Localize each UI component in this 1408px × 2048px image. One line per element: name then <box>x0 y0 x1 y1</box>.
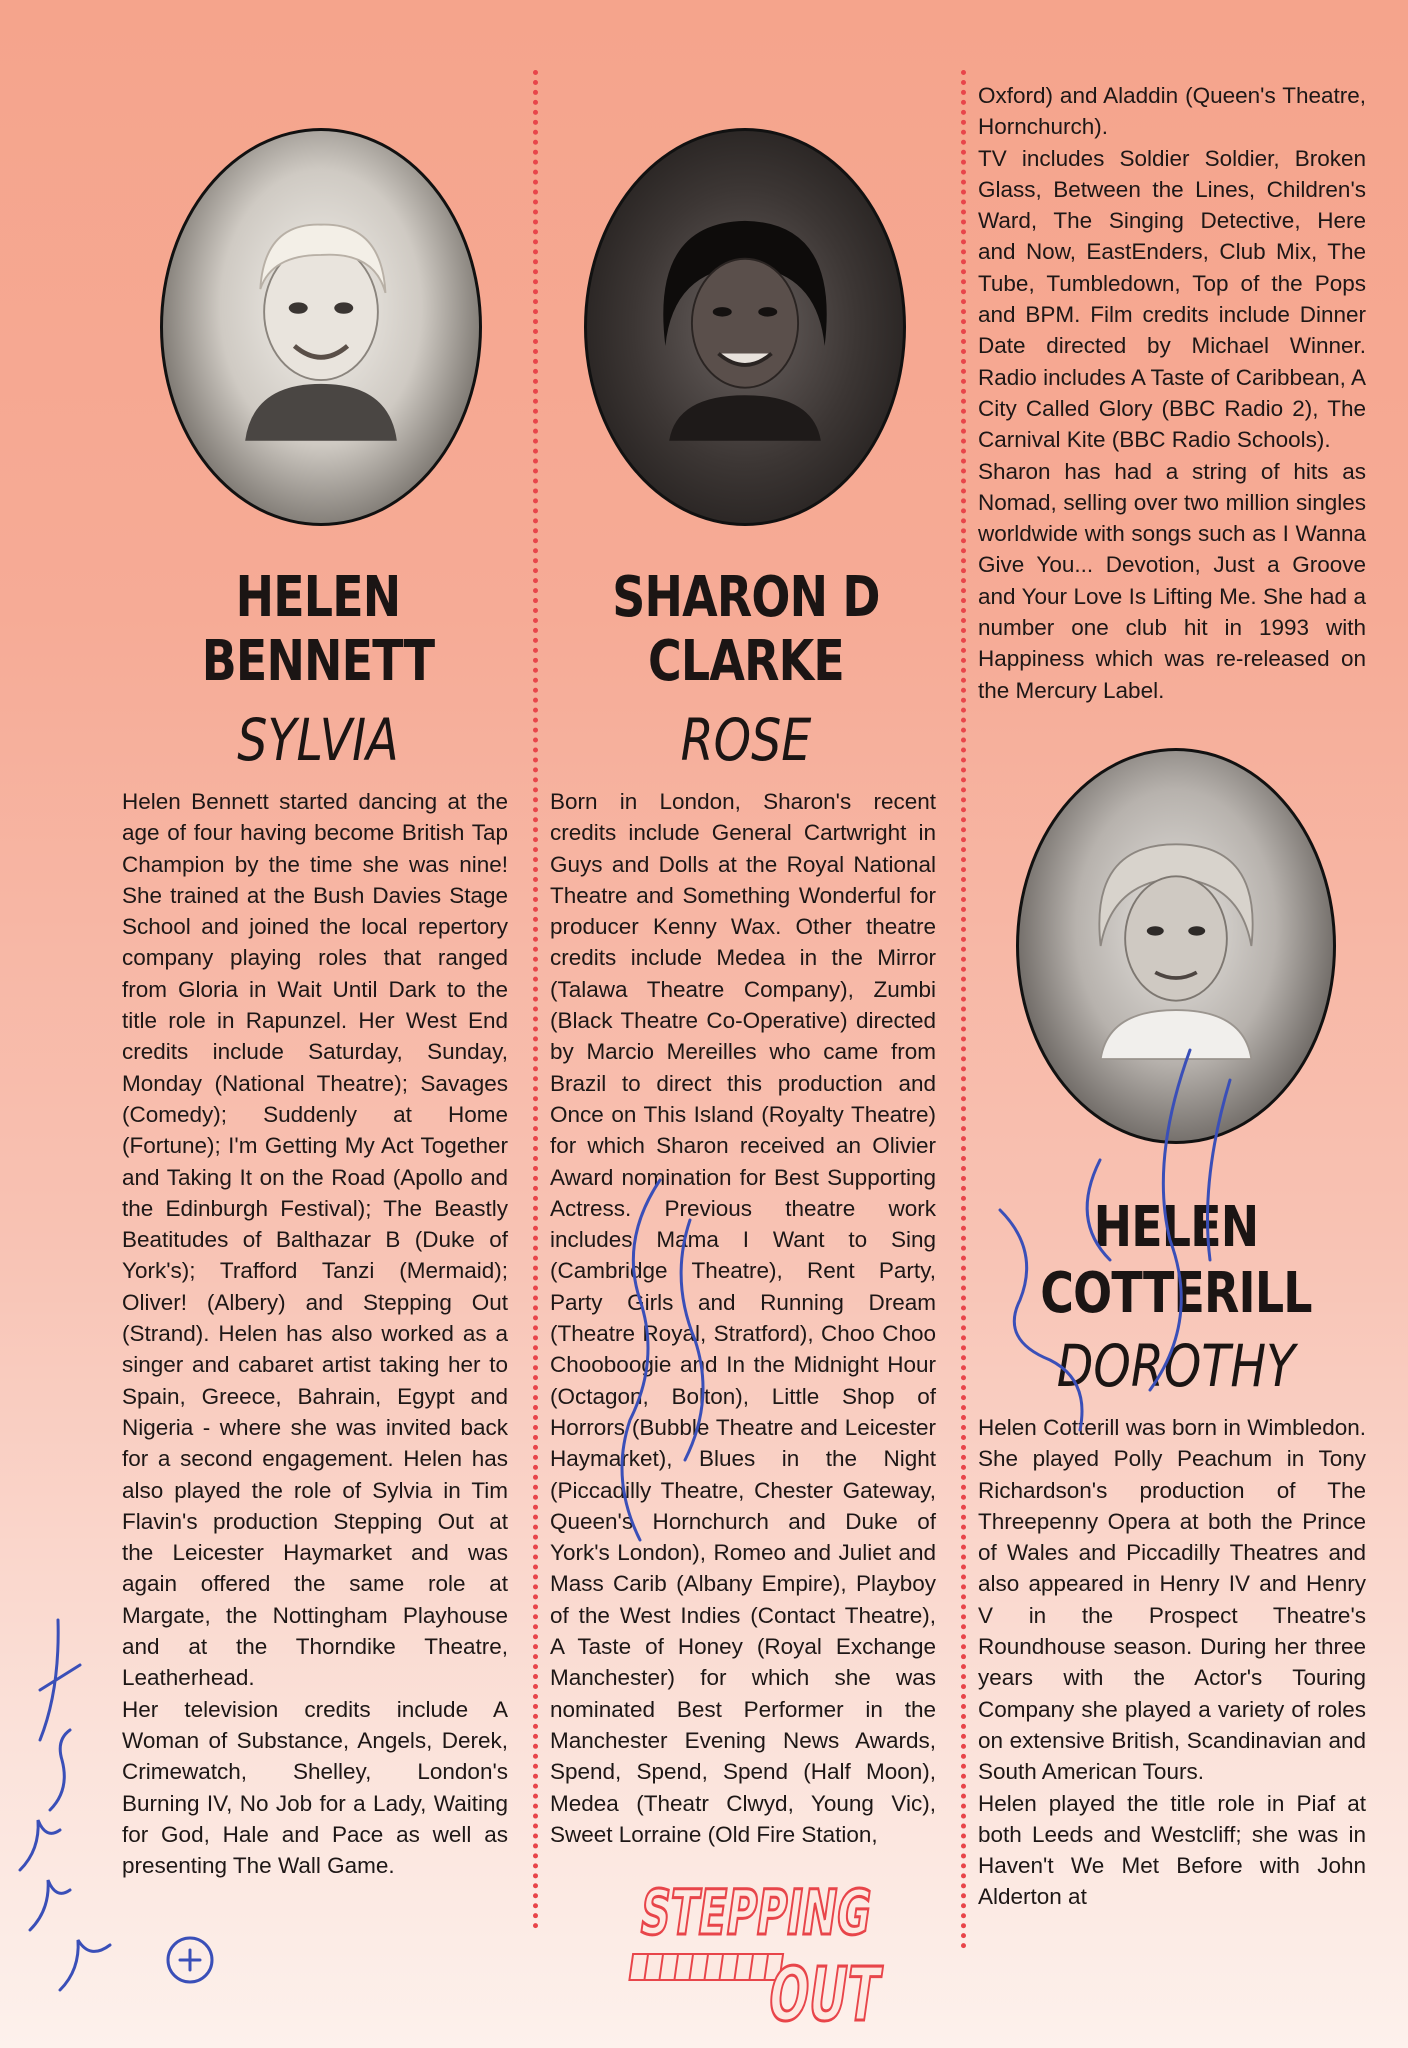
bio-paragraph: Born in London, Sharon's recent credits include General Cartwright in Guys and Dolls at the Royal National Theatre and Something Wonderful for producer Kenny Wax. Other theatre credits include Medea in the Mirror (Talawa Theatre Company), Zumbi (Black Theatre Co-Operative) directed by Marcio Mereilles who came from Brazil to direct this production and Once on This Island (Royalty Theatre) for which Sharon received an Olivier Award nomination for Best Supporting Actress. Previous theatre work includes Mama I Want to Sing (Cambridge Theatre), Rent Party, Party Girls and Running Dream (Theatre Royal, Stratford), Choo Choo Chooboogie and In the Midnight Hour (Octagon, Bolton), Little Shop of Horrors (Bubble Theatre and Leicester Haymarket), Blues in the Night (Piccadilly Theatre, Chester Gateway, Queen's Hornchurch and Duke of York's London), Romeo and Juliet and Mass Carib (Albany Empire), Playboy of the West Indies (Contact Theatre), A Taste of Honey (Royal Exchange Manchester) for which she was nominated Best Performer in the Manchester Evening News Awards, Spend, Spend, Spend (Half Moon), Medea (Theatr Clwyd, Young Vic), Sweet Lorraine (Old Fire Station, <box>550 789 936 1847</box>
bio-helen-bennett <box>122 786 508 1881</box>
actor-name-bennett-first: HELEN <box>235 565 401 630</box>
person-silhouette-icon <box>226 190 416 464</box>
bio-paragraph: TV includes Soldier Soldier, Broken Glass, Between the Lines, Children's Ward, The Singing Detective, Here and Now, EastEnders, Club Mix, The Tube, Tumbledown, Top of the Pops and BPM. Film credits include Dinner Date directed by Michael Winner. Radio includes A Taste of Caribbean, A City Called Glory (BBC Radio 2), The Carnival Kite (BBC Radio Schools). <box>978 145 1366 453</box>
bio-paragraph: Oxford) and Aladdin (Queen's Theatre, Hornchurch). <box>978 83 1366 140</box>
column-divider-right <box>961 70 966 1950</box>
portrait-helen-cotterill <box>1016 748 1336 1144</box>
bio-paragraph: Sharon has had a string of hits as Nomad, selling over two million singles worldwide with songs such as I Wanna Give You... Devotion, Just a Groove and Your Love Is Lifting Me. She had a number one club hit in 1993 with Happiness which was re-released on the Mercury Label. <box>978 458 1366 703</box>
bio-paragraph: Her television credits include A Woman of Substance, Angels, Derek, Crimewatch, Shelley, London's Burning IV, No Job for a Lady, Waiting for God, Hale and Pace as well as presenting The Wall Game. <box>122 1696 508 1879</box>
bio-paragraph: Helen Cotterill was born in Wimbledon. She played Polly Peachum in Tony Richardson's production of The Threepenny Opera at both the Prince of Wales and Piccadilly Theatres and also appeared in Henry IV and Henry V in the Prospect Theatre's Roundhouse season. During her three years with the Actor's Touring Company she played a variety of roles on extensive British, Scandinavian and South American Tours. <box>978 1415 1366 1785</box>
bio-paragraph: Helen Bennett started dancing at the age of four having become British Tap Champion by the time she was nine! She trained at the Bush Davies Stage School and joined the local repertory company playing roles that ranged from Gloria in Wait Until Dark to the title role in Rapunzel. Her West End credits include Saturday, Sunday, Monday (National Theatre); Savages (Comedy); Suddenly at Home (Fortune); I'm Getting My Act Together and Taking It on the Road (Apollo and the Edinburgh Festival); The Beastly Beatitudes of Balthazar B (Duke of York's); Trafford Tanzi (Mermaid); Oliver! (Albery) and Stepping Out (Strand). Helen has also worked as a singer and cabaret artist taking her to Spain, Greece, Bahrain, Egypt and Nigeria - where she was invited back for a second engagement. Helen has also played the role of Sylvia in Tim Flavin's production Stepping Out at the Leicester Haymarket and was again offered the same role at Margate, the Nottingham Playhouse and at the Thorndike Theatre, Leatherhead. <box>122 789 508 1691</box>
portrait-sharon-d-clarke <box>584 128 906 526</box>
actor-role-rose: ROSE <box>680 706 812 774</box>
actor-name-bennett-last: BENNETT <box>201 629 435 694</box>
bio-sharon-d-clarke <box>550 786 936 1850</box>
person-silhouette-icon <box>650 190 840 464</box>
person-silhouette-icon <box>1082 810 1270 1083</box>
actor-name-clarke-last: CLARKE <box>648 629 844 694</box>
actor-role-dorothy: DOROTHY <box>1056 1332 1296 1400</box>
actor-name-cotterill-first: HELEN <box>1093 1195 1259 1260</box>
piano-keys-icon <box>629 1954 783 1980</box>
actor-role-sylvia: SYLVIA <box>237 706 399 774</box>
logo-line-1: STEPPING <box>635 1876 992 1949</box>
column-divider-left <box>533 70 538 1930</box>
portrait-helen-bennett <box>160 128 482 526</box>
bio-sharon-d-clarke-continued <box>978 80 1366 706</box>
bio-helen-cotterill <box>978 1412 1366 1913</box>
logo-line-2: OUT <box>763 1951 949 2038</box>
stepping-out-logo <box>610 1862 992 2038</box>
actor-name-clarke-first: SHARON D <box>612 565 880 630</box>
bio-paragraph: Helen played the title role in Piaf at both Leeds and Westcliff; she was in Haven't We Met Before with John Alderton at <box>978 1790 1366 1910</box>
actor-name-cotterill-last: COTTERILL <box>1040 1261 1312 1326</box>
